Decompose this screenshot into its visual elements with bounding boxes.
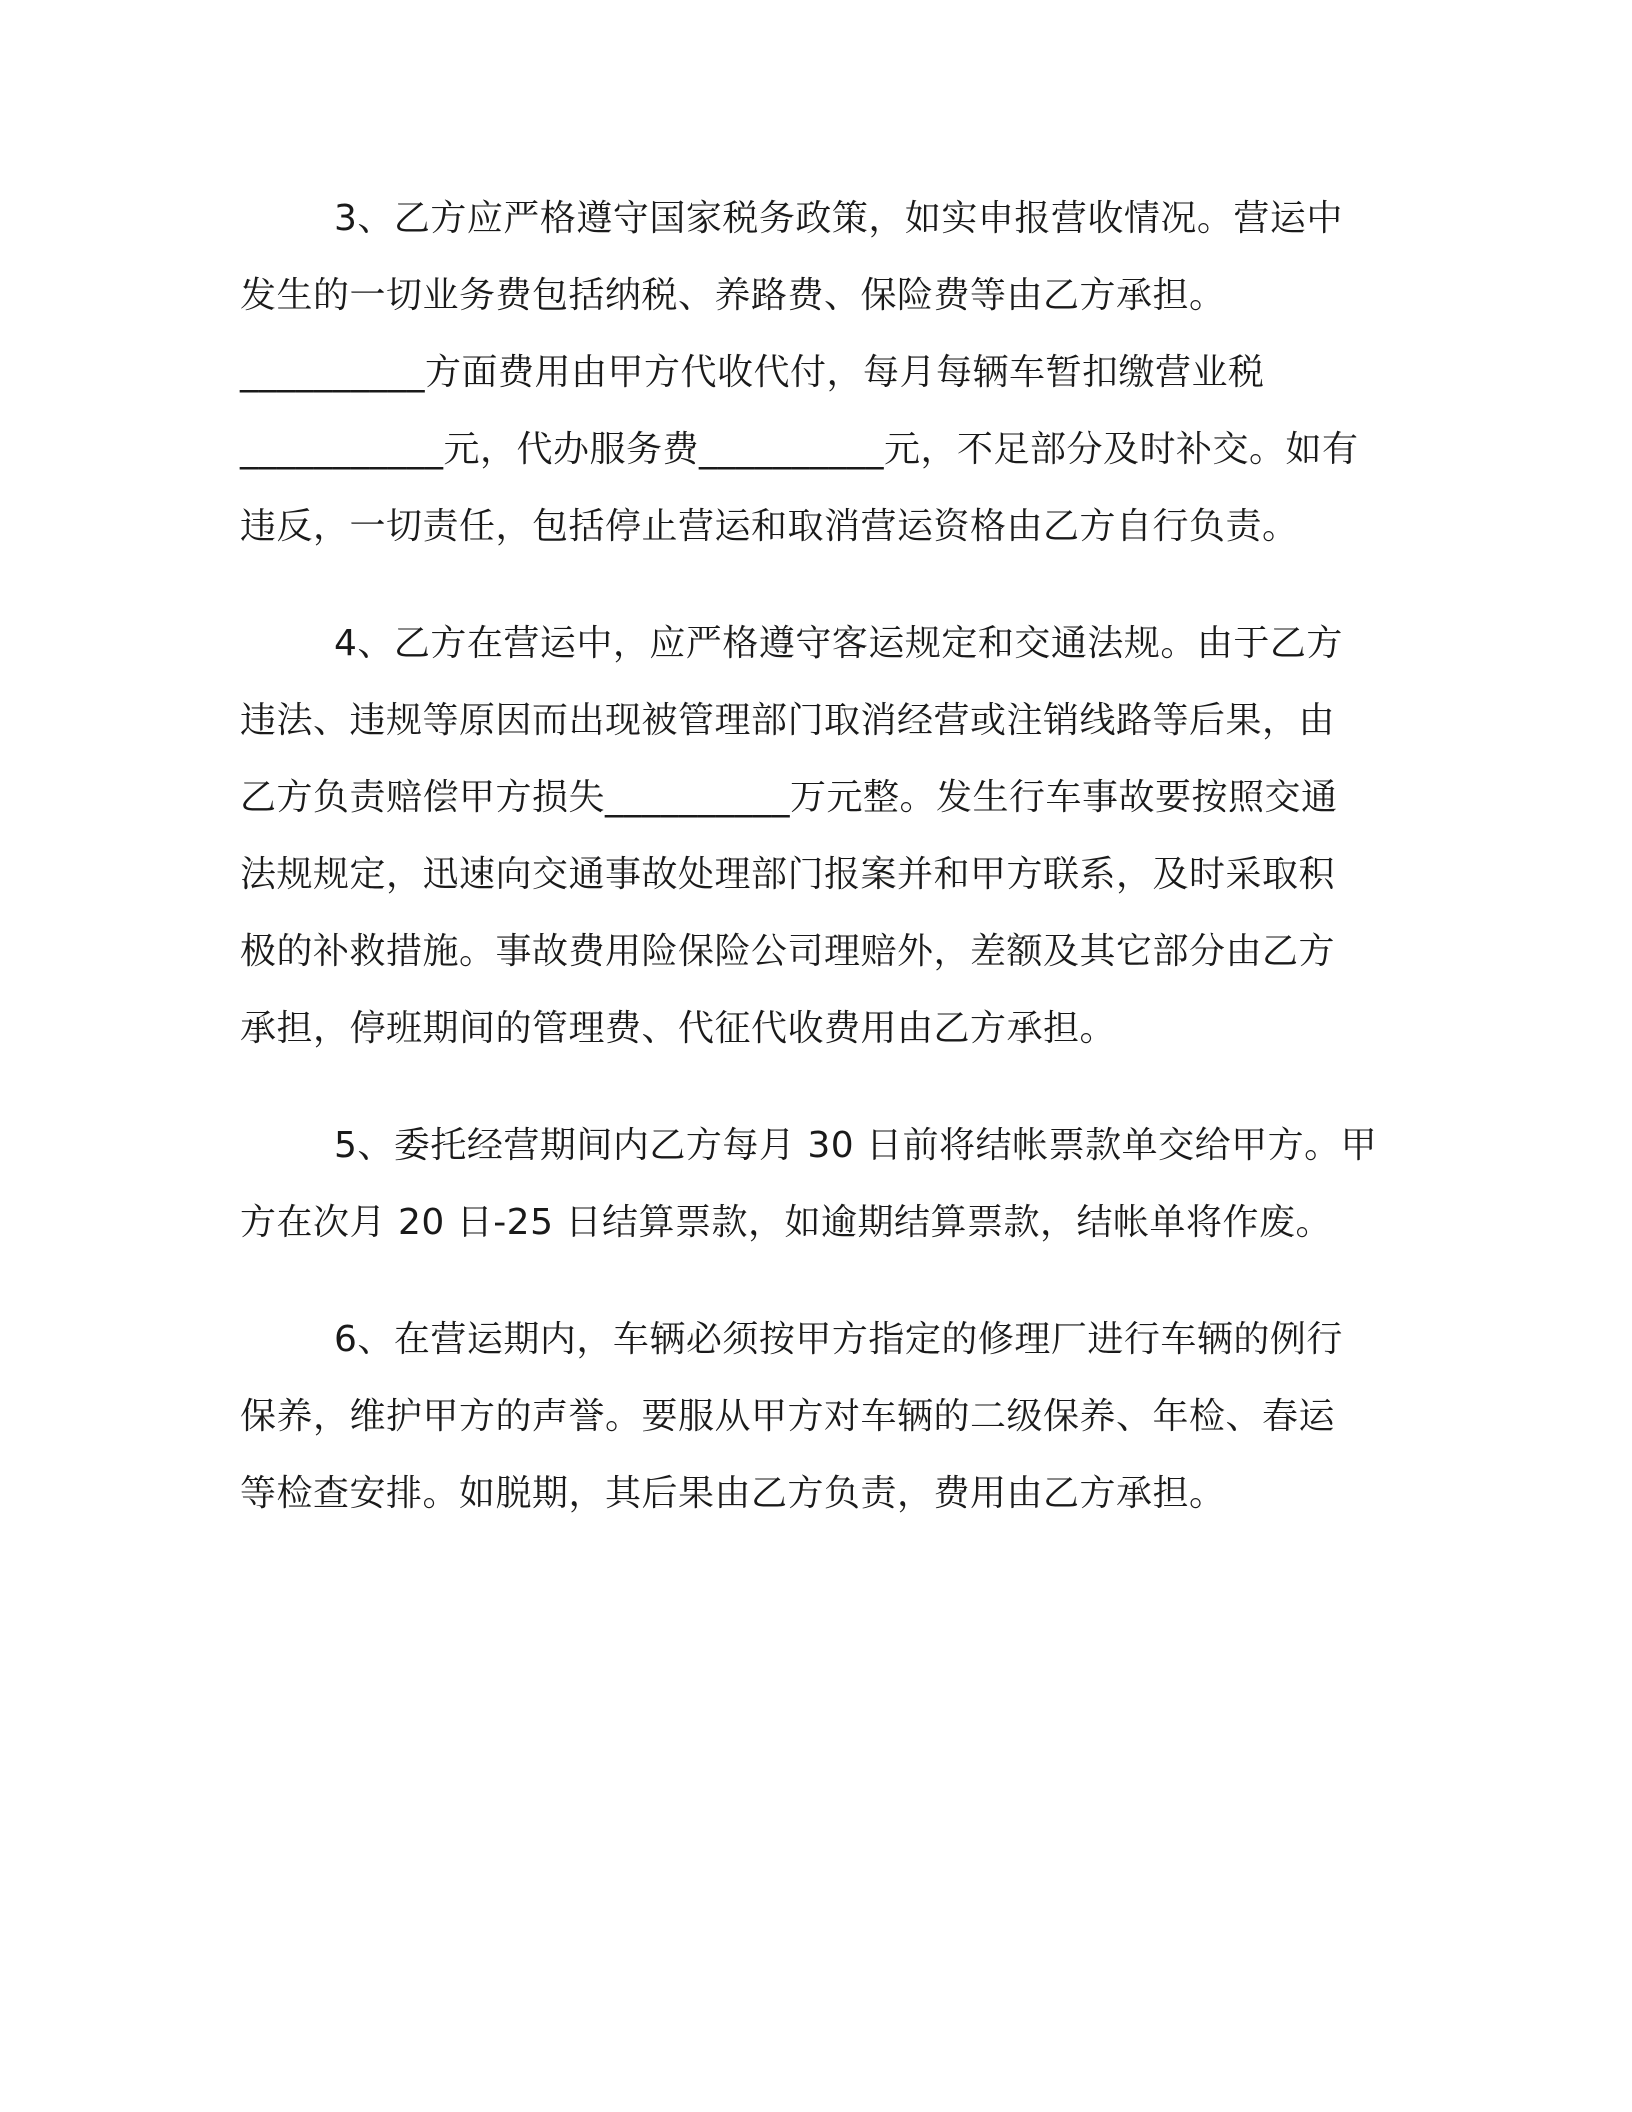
clause-4-line-5: 极的补救措施。事故费用险保险公司理赔外，差额及其它部分由乙方 [240, 931, 1336, 972]
clause-4-line-1: 4、乙方在营运中，应严格遵守客运规定和交通法规。由于乙方 [334, 623, 1343, 664]
clause-3-line-2: 发生的一切业务费包括纳税、养路费、保险费等由乙方承担。 [240, 275, 1226, 316]
clause-6-line-2: 保养，维护甲方的声誉。要服从甲方对车辆的二级保养、年检、春运 [240, 1396, 1336, 1437]
clause-3-line-4: ___________元，代办服务费__________元，不足部分及时补交。如有 [240, 429, 1359, 470]
clause-3 [240, 180, 1390, 565]
clause-4-line-6: 承担，停班期间的管理费、代征代收费用由乙方承担。 [240, 1008, 1117, 1049]
clause-4-line-3: 乙方负责赔偿甲方损失__________万元整。发生行车事故要按照交通 [240, 777, 1338, 818]
clause-4-line-4: 法规规定，迅速向交通事故处理部门报案并和甲方联系，及时采取积 [240, 854, 1336, 895]
clause-4-line-2: 违法、违规等原因而出现被管理部门取消经营或注销线路等后果，由 [240, 700, 1336, 741]
clause-5-line-2: 方在次月 20 日-25 日结算票款，如逾期结算票款，结帐单将作废。 [240, 1202, 1332, 1243]
clause-5 [240, 1107, 1390, 1261]
clause-3-line-3: __________方面费用由甲方代收代付，每月每辆车暂扣缴营业税 [240, 352, 1265, 393]
clause-6-line-3: 等检查安排。如脱期，其后果由乙方负责，费用由乙方承担。 [240, 1473, 1226, 1514]
clause-4 [240, 605, 1390, 1067]
document-body [240, 180, 1390, 1572]
clause-5-line-1: 5、委托经营期间内乙方每月 30 日前将结帐票款单交给甲方。甲 [334, 1125, 1378, 1166]
clause-6 [240, 1301, 1390, 1532]
clause-3-line-1: 3、乙方应严格遵守国家税务政策，如实申报营收情况。营运中 [334, 198, 1343, 239]
clause-3-line-5: 违反，一切责任，包括停止营运和取消营运资格由乙方自行负责。 [240, 506, 1299, 547]
clause-6-line-1: 6、在营运期内，车辆必须按甲方指定的修理厂进行车辆的例行 [334, 1319, 1343, 1360]
